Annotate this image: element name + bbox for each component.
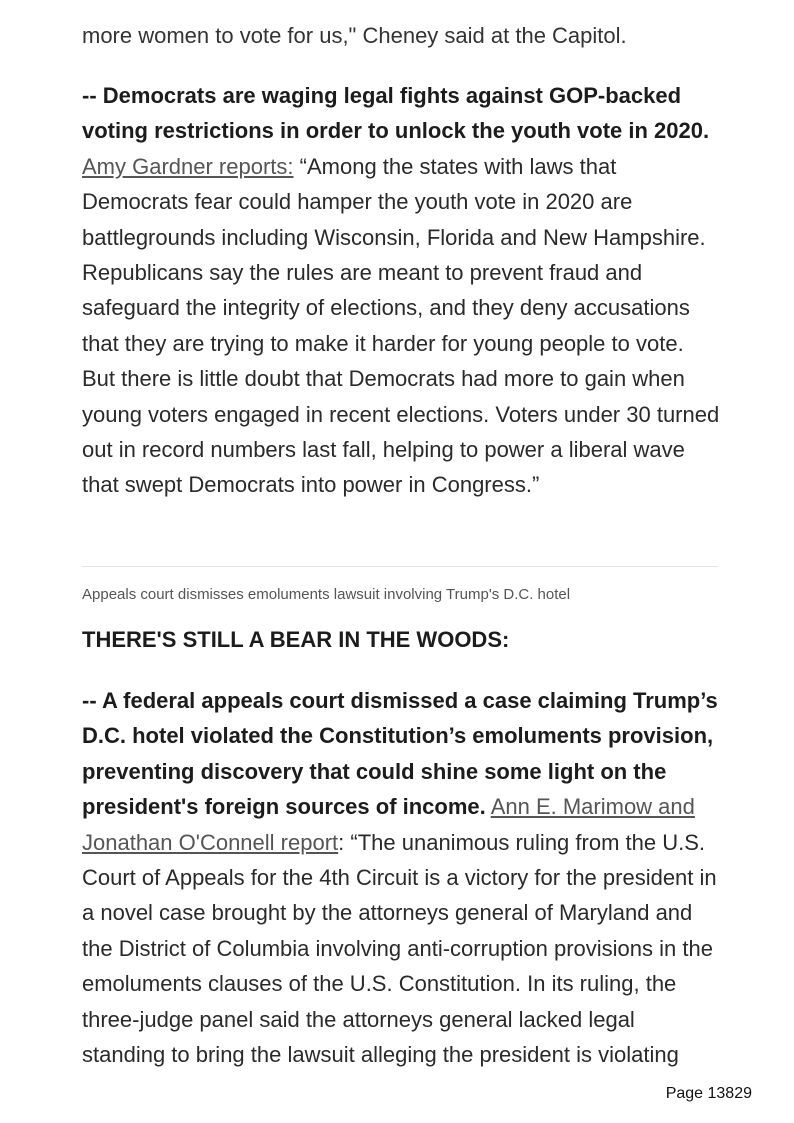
story-quote: “The unanimous ruling from the U.S. Court of Appeals for the 4th Circuit is a victory for the president in a novel case brought by the attorneys general of Maryland and the District of Columbia involving anti-corruption provisions in the emoluments clauses of the U.S. Constitution. In its ruling, the three-judge panel said the attorneys general lacked legal standing to bring the lawsuit alleging the president is violating bbox=[82, 829, 717, 1068]
story-lead-bold: -- A federal appeals court dismissed a case claiming Trump’s D.C. hotel violated the Constitution’s emoluments provision, preventing discovery that could shine some light on the president's foreign sources of income. bbox=[82, 688, 718, 820]
author-link-marimow-oconnell[interactable]: Ann E. Marimow and Jonathan O'Connell report bbox=[82, 794, 695, 855]
image-caption: Appeals court dismisses emoluments lawsuit involving Trump's D.C. hotel bbox=[82, 586, 571, 603]
story-lead-bold: -- Democrats are waging legal fights against GOP-backed voting restrictions in order to unlock the youth vote in 2020. bbox=[82, 83, 710, 144]
story-quote: “Among the states with laws that Democrats fear could hamper the youth vote in 2020 are battlegrounds including Wisconsin, Florida and New Hampshire. Republicans say the rules are meant to prevent fraud and safeguard the integrity of elections, and they deny accusations that they are trying to make it harder for young people to vote. But there is little doubt that Democrats had more to gain when young voters engaged in recent elections. Voters under 30 turned out in record numbers last fall, helping to power a liberal wave that swept Democrats into power in Congress.” bbox=[82, 153, 720, 498]
section-divider bbox=[82, 566, 718, 567]
link-colon: : bbox=[338, 829, 345, 855]
story-paragraph-youth-vote bbox=[82, 78, 722, 503]
section-heading: THERE'S STILL A BEAR IN THE WOODS: bbox=[82, 627, 510, 652]
page-number: Page 13829 bbox=[662, 1084, 756, 1104]
story-paragraph-emoluments bbox=[82, 683, 722, 1072]
author-link-amy-gardner[interactable]: Amy Gardner reports: bbox=[82, 153, 294, 179]
cutoff-text-top: more women to vote for us," Cheney said at the Capitol. bbox=[82, 23, 627, 48]
